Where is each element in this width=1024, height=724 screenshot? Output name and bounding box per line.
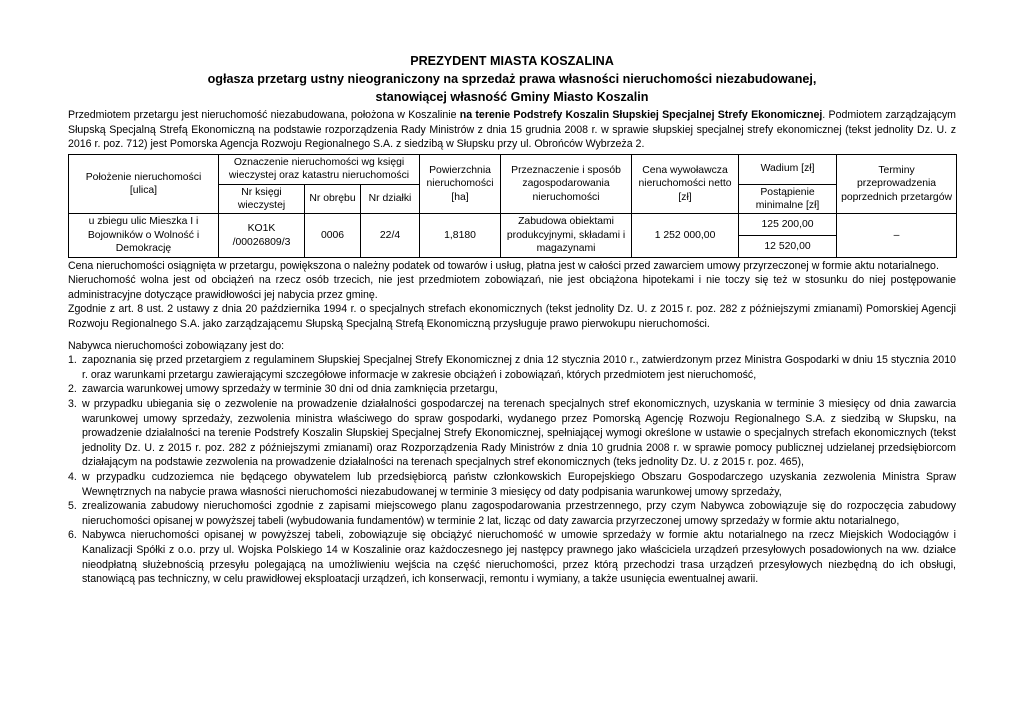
list-item [68, 397, 956, 470]
list-item-text: w przypadku cudzoziemca nie będącego obywatelem lub przedsiębiorcą państw członkowskich Europejskiego Obszaru Gospodarczego uzyskania zezwolenia Ministra Spraw Wewnętrznych na nabycie prawa własności nieruchomości niezabudowanej w terminie 3 miesięcy od daty podpisania warunkowej umowy sprzedaży, [82, 470, 956, 498]
header-area: Powierzchnia nieruchomości [ha] [420, 154, 501, 214]
document-page [68, 52, 956, 587]
property-table [68, 154, 957, 258]
note-encumbrance: Nieruchomość wolna jest od obciążeń na rzecz osób trzecich, nie jest przedmiotem zobowiązań, nie jest obciążona hipotekami i nie toczy się też w stosunku do niej postępowanie administracyjne dotyczące prawidłowości jej nabycia przez gminę. [68, 274, 956, 301]
list-item-text: Nabywca nieruchomości opisanej w powyższej tabeli, zobowiązuje się obciążyć nieruchomość w umowie sprzedaży w formie aktu notarialnego na rzecz Miejskich Wodociągów i Kanalizacji Spółki z o.o. przy ul. Wojska Polskiego 14 w Koszalinie oraz każdoczesnego jej następcy prawnego jako właściciela urządzeń przesyłowych posadowionych na ww. działce nieodpłatną służebnością przesyłu polegającą na umożliwieniu wejścia na część nieruchomości, przez którą przechodzi trasa urządzeń przesyłowych niezbędną do ich obsługi, stanowiącą pas techniczny, w celu prawidłowej eksploatacji urządzeń, ich konserwacji, remontu i wymiany, a także usunięcia ewentualnej awarii. [82, 529, 956, 586]
section-spacer [68, 332, 956, 339]
list-item [68, 528, 956, 586]
list-item-text: w przypadku ubiegania się o zezwolenie na prowadzenie działalności gospodarczej na terenach specjalnych stref ekonomicznych, uzyskania w terminie 3 miesięcy od dnia zawarcia warunkowej umowy sprzedaży, zezwolenia ministra właściwego do spraw gospodarki, wydanego przez Pomorską Agencję Rozwoju Regionalnego S.A. z siedzibą w Słupsku, na prowadzenie działalności na terenie Podstrefy Koszalin Słupskiej Specjalnej Strefy Ekonomicznej, spełniającej wymogi określone w ustawie o specjalnych strefach ekonomicznych (tekst jednolity Dz. U. z 2015 r. poz. 282 z późniejszymi zmianami) oraz Rozporządzenia Rady Ministrów z dnia 10 grudnia 2008 r. w sprawie pomocy publicznej udzielanej przedsiębiorcom działającym na podstawie zezwolenia na prowadzenie działalności na terenach specjalnych stref ekonomicznych (teks jednolity Dz. U. z 2015 r. poz. 465), [82, 397, 956, 469]
header-precinct-no: Nr obrębu [305, 184, 361, 214]
list-item [68, 382, 956, 397]
intro-text-bold: na terenie Podstrefy Koszalin Słupskiej Specjalnej Strefy Ekonomicznej [459, 109, 823, 121]
cell-price: 1 252 000,00 [632, 214, 739, 257]
list-item-number: 6. [68, 529, 77, 542]
cell-deposit: 125 200,00 [739, 214, 837, 236]
cell-location: u zbiegu ulic Mieszka I i Bojowników o Wolność i Demokrację [69, 214, 219, 257]
header-purpose: Przeznaczenie i sposób zagospodarowania nieruchomości [501, 154, 632, 214]
header-deposit: Wadium [zł] [739, 154, 837, 184]
note-preemption: Zgodnie z art. 8 ust. 2 ustawy z dnia 20 października 1994 r. o specjalnych strefach ekonomicznych (tekst jednolity Dz. U. z 2015 r. poz. 282 z późniejszymi zmianami) Pomorskiej Agencji Rozwoju Regionalnego S.A. jako zarządzającemu Słupską Specjalną Strefą Ekonomiczną przysługuje prawo pierwokupu nieruchomości. [68, 303, 956, 330]
intro-text-1: Przedmiotem przetargu jest nieruchomość niezabudowana, położona w Koszalinie [68, 109, 460, 121]
list-item-number: 2. [68, 383, 77, 396]
cell-increment: 12 520,00 [739, 236, 837, 258]
list-item-number: 5. [68, 500, 77, 513]
intro-paragraph [68, 108, 956, 152]
list-item [68, 470, 956, 499]
list-item-text: zawarcia warunkowej umowy sprzedaży w terminie 30 dni od dnia zamknięcia przetargu, [82, 383, 498, 396]
list-item [68, 499, 956, 528]
header-increment: Postąpienie minimalne [zł] [739, 184, 837, 214]
header-plot-no: Nr działki [361, 184, 420, 214]
cell-plot-no: 22/4 [361, 214, 420, 257]
list-item-text: zrealizowania zabudowy nieruchomości zgodnie z zapisami miejscowego planu zagospodarowania przestrzennego, przy czym Nabywca zobowiązuje się do rozpoczęcia zabudowy nieruchomości opisanej w powyższej tabeli (wybudowania fundamentów) w terminie 2 lat, licząc od daty zawarcia przyrzeczonej umowy sprzedaży w formie aktu notarialnego, [82, 500, 956, 527]
cell-previous-tenders: – [837, 214, 957, 257]
cell-precinct-no: 0006 [305, 214, 361, 257]
document-title: PREZYDENT MIASTA KOSZALINA [410, 54, 614, 68]
header-price: Cena wywoławcza nieruchomości netto [zł] [632, 154, 739, 214]
document-subtitle-2: stanowiącej własność Gminy Miasto Koszalin [375, 90, 649, 104]
cell-book-no: KO1K /00026809/3 [219, 214, 305, 257]
header-location: Położenie nieruchomości [ulica] [69, 154, 219, 214]
list-item-number: 1. [68, 354, 77, 367]
intro-text-2: . Podmiotem zarządzającym Słupską Specjalną Strefą Ekonomiczną na podstawie rozporządzenia Rady Ministrów z dnia 15 grudnia 2008 r. w sprawie słupskiej specjalnej strefy ekonomicznej (tekst jednolity Dz. U. z 2016 r. poz. 712) jest Pomorska Agencja Rozwoju Regionalnego S.A. z siedzibą w Słupsku przy ul. Obrońców Wybrzeża 2. [68, 109, 956, 151]
cell-area: 1,8180 [420, 214, 501, 257]
document-subtitle-1: ogłasza przetarg ustny nieograniczony na sprzedaż prawa własności nieruchomości niezabudowanej, [207, 72, 817, 86]
list-item-number: 4. [68, 470, 77, 483]
obligations-intro: Nabywca nieruchomości zobowiązany jest do: [68, 339, 285, 352]
header-previous-tenders: Terminy przeprowadzenia poprzednich przetargów [837, 154, 957, 214]
header-designation: Oznaczenie nieruchomości wg księgi wieczystej oraz katastru nieruchomości [219, 154, 420, 184]
obligations-list [68, 353, 956, 587]
header-book-no: Nr księgi wieczystej [219, 184, 305, 214]
list-item [68, 353, 956, 382]
cell-purpose: Zabudowa obiektami produkcyjnymi, składami i magazynami [501, 214, 632, 257]
list-item-number: 3. [68, 397, 77, 410]
note-payment: Cena nieruchomości osiągnięta w przetargu, powiększona o należny podatek od towarów i usług, płatna jest w całości przed zawarciem umowy przyrzeczonej w formie aktu notarialnego. [68, 259, 939, 272]
list-item-text: zapoznania się przed przetargiem z regulaminem Słupskiej Specjalnej Strefy Ekonomicznej z dnia 12 stycznia 2010 r., zatwierdzonym przez Ministra Gospodarki w dniu 15 stycznia 2010 r. oraz warunkami przetargu zawierającymi szczegółowe informacje w zakresie obciążeń i zobowiązań, których przedmiotem jest nieruchomość, [82, 354, 956, 381]
